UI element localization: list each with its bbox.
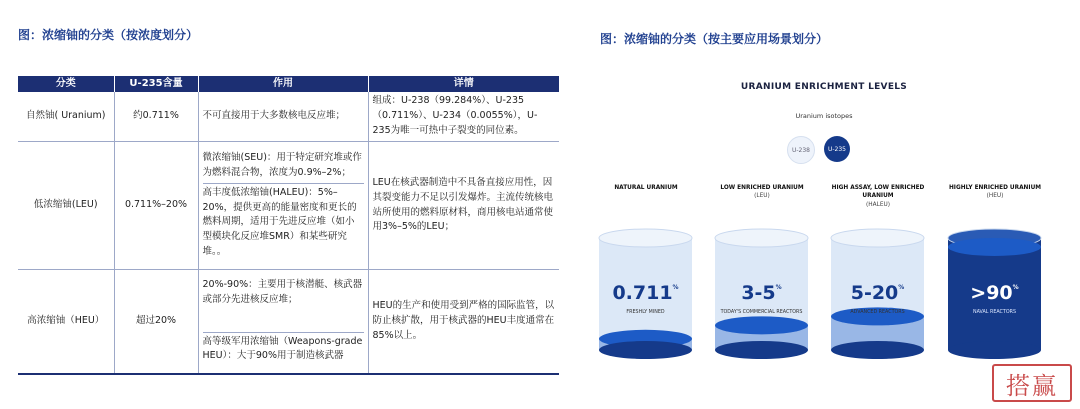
heading-text: HIGHLY ENRICHED URANIUM xyxy=(948,185,1042,191)
header-uses: 作用 xyxy=(198,76,368,92)
row-detail: 组成：U-238（99.284%）、U-235（0.711%）、U-234（0.0055%），U-235为唯一可热中子裂变的同位素。 xyxy=(368,92,559,142)
header-content: U-235含量 xyxy=(114,76,198,92)
enrichment-cylinder xyxy=(714,228,809,362)
table-row xyxy=(18,142,559,270)
enrichment-cylinder xyxy=(830,228,925,362)
heading-text: HIGH ASSAY, LOW ENRICHED URANIUM xyxy=(831,185,925,200)
u235-circle: U-235 xyxy=(824,136,850,162)
heading-sub: (HEU) xyxy=(986,193,1004,200)
row-content: 约0.711% xyxy=(114,92,198,142)
column-heading xyxy=(941,184,1049,201)
enrichment-cylinder xyxy=(598,228,693,362)
use-case-label: TODAY'S COMMERCIAL REACTORS xyxy=(720,310,803,315)
heading-sub: (LEU) xyxy=(754,193,770,200)
enrichment-value: 0.711% xyxy=(612,282,679,304)
enrichment-value: 5-20% xyxy=(850,282,905,304)
watermark-stamp: 搭赢 xyxy=(992,364,1072,402)
row-uses: 不可直接用于大多数核电反应堆； xyxy=(198,92,368,142)
table-header-row xyxy=(18,76,559,92)
uranium-classification-table xyxy=(18,76,559,375)
heading-sub: (HALEU) xyxy=(866,201,890,208)
enrichment-cylinder xyxy=(947,228,1042,362)
use-case-label: NAVAL REACTORS xyxy=(972,310,1016,315)
use-item: 高丰度低浓缩铀(HALEU)：5%–20%，提供更高的能量密度和更长的燃料周期，适用于先进反应堆（如小型模块化反应堆SMR）和某些研究堆。。 xyxy=(203,183,364,262)
row-uses xyxy=(198,142,368,270)
use-item: 高等级军用浓缩铀（Weapons-grade HEU）：大于90%用于制造核武器 xyxy=(203,332,364,366)
row-category: 高浓缩铀（HEU） xyxy=(18,270,114,374)
row-detail: LEU在核武器制造中不具备直接应用性，因其裂变能力不足以引发爆炸。主流传统核电站所使用的燃料原材料，商用核电站通常使用3%–5%的LEU； xyxy=(368,142,559,270)
table-row xyxy=(18,270,559,374)
row-content: 0.711%–20% xyxy=(114,142,198,270)
enrichment-value: >90% xyxy=(970,282,1019,304)
enrichment-infographic xyxy=(590,52,1058,382)
use-item: 20%-90%：主要用于核潜艇、核武器或部分先进核反应堆； xyxy=(202,279,363,306)
enrichment-value: 3-5% xyxy=(741,282,782,304)
row-category: 自然铀( Uranium) xyxy=(18,92,114,142)
infographic-title: URANIUM ENRICHMENT LEVELS xyxy=(740,82,908,92)
column-heading xyxy=(824,184,932,209)
header-category: 分类 xyxy=(18,76,114,92)
column-heading xyxy=(592,184,700,192)
u238-circle: U-238 xyxy=(787,136,815,164)
row-uses xyxy=(198,270,368,374)
use-case-label: ADVANCED REACTORS xyxy=(850,310,905,315)
heading-text: NATURAL URANIUM xyxy=(614,185,678,191)
use-item: 微浓缩铀(SEU)：用于特定研究堆或作为燃料混合物，浓度为0.9%–2%； xyxy=(202,152,362,179)
row-detail: HEU的生产和使用受到严格的国际监管，以防止核扩散，用于核武器的HEU丰度通常在85%以上。 xyxy=(368,270,559,374)
row-category: 低浓缩铀(LEU) xyxy=(18,142,114,270)
header-detail: 详情 xyxy=(368,76,559,92)
table-row xyxy=(18,92,559,142)
row-content: 超过20% xyxy=(114,270,198,374)
isotopes-label: Uranium isotopes xyxy=(795,112,853,120)
heading-text: LOW ENRICHED URANIUM xyxy=(720,185,804,191)
column-heading xyxy=(708,184,816,201)
use-case-label: FRESHLY MINED xyxy=(626,310,665,315)
left-figure-title: 图：浓缩铀的分类（按浓度划分） xyxy=(18,28,199,42)
right-figure-title: 图：浓缩铀的分类（按主要应用场景划分） xyxy=(600,32,829,46)
